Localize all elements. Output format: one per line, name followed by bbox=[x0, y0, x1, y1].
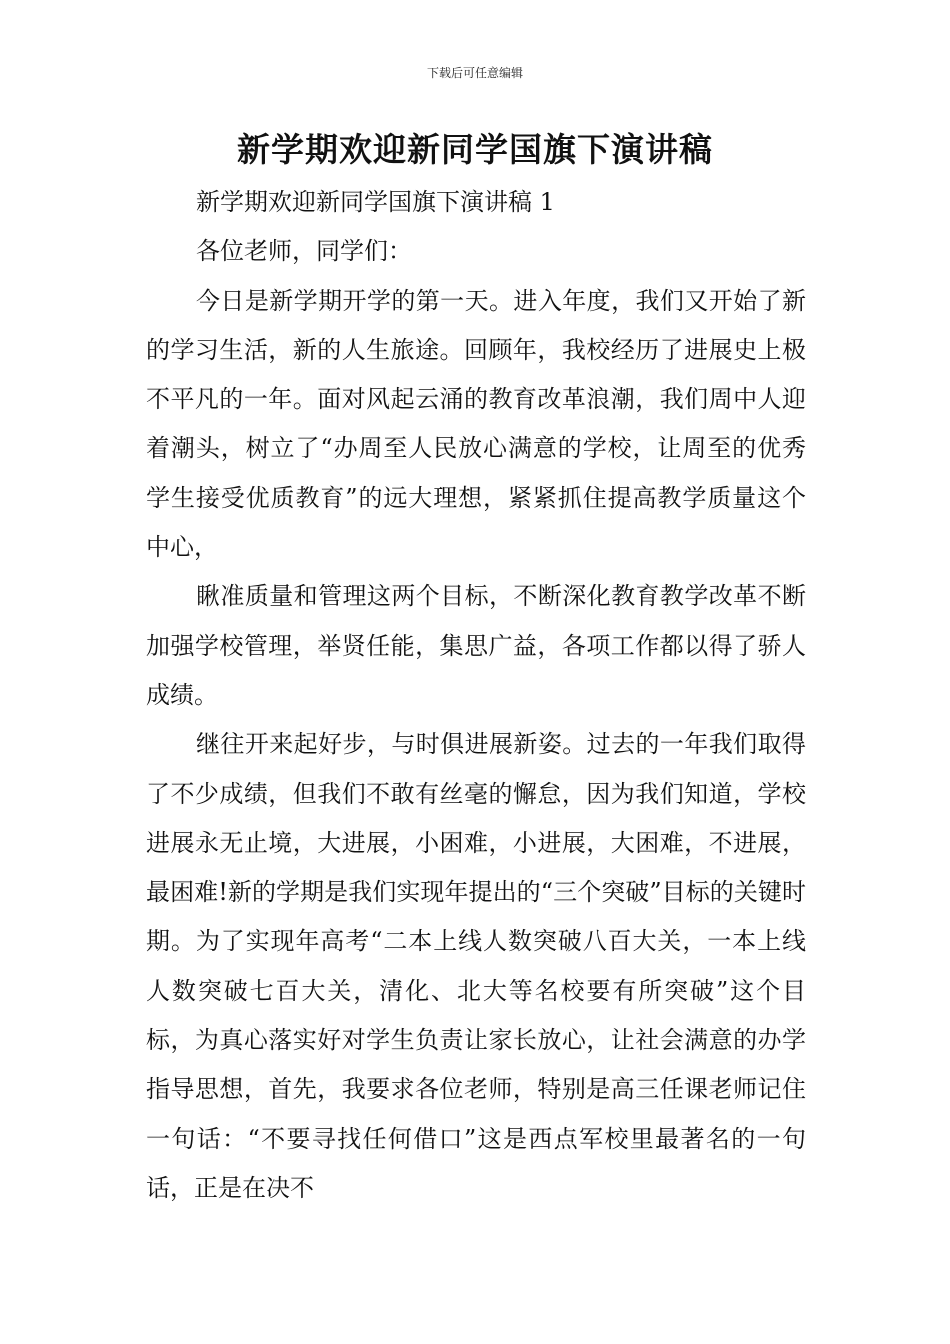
paragraph-body: 瞅准质量和管理这两个目标，不断深化教育教学改革不断加强学校管理，举贤任能，集思广益，各项工作都以得了骄人成绩。 bbox=[146, 582, 806, 709]
page-header-note: 下载后可任意编辑 bbox=[426, 66, 523, 80]
paragraph-subtitle: 新学期欢迎新同学国旗下演讲稿 1 bbox=[196, 188, 555, 216]
paragraph-body: 今日是新学期开学的第一天。进入年度，我们又开始了新的学习生活，新的人生旅途。回顾年，我校经历了进展史上极不平凡的一年。面对风起云涌的教育改革浪潮，我们周中人迎着潮头，树立了“办周至人民放心满意的学校，让周至的优秀学生接受优质教育”的远大理想，紧紧抓住提高教学质量这个中心， bbox=[146, 286, 806, 562]
document-body bbox=[146, 178, 806, 1213]
document-title: 新学期欢迎新同学国旗下演讲稿 bbox=[237, 130, 713, 169]
paragraph-salutation: 各位老师，同学们： bbox=[196, 237, 412, 266]
paragraph-body: 继往开来起好步，与时俱进展新姿。过去的一年我们取得了不少成绩，但我们不敢有丝毫的懈怠，因为我们知道，学校进展永无止境，大进展，小困难，小进展，大困难，不进展，最困难!新的学期是我们实现年提出的“三个突破”目标的关键时期。为了实现年高考“二本上线人数突破八百大关，一本上线人数突破七百大关，清化、北大等名校要有所突破”这个目标，为真心落实好对学生负责让家长放心，让社会满意的办学指导思想，首先，我要求各位老师，特别是高三任课老师记住一句话：“不要寻找任何借口”这是西点军校里最著名的一句话，正是在决不 bbox=[146, 730, 806, 1202]
